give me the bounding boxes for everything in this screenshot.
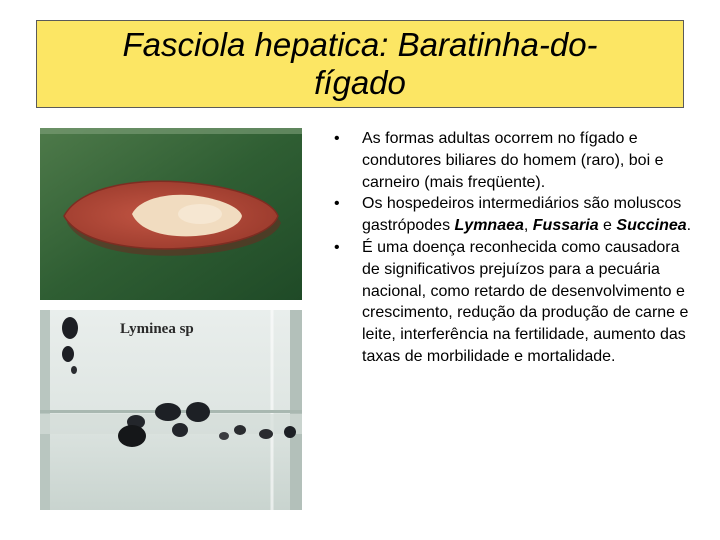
bullet-item-3: • É uma doença reconhecida como causadora de significativos prejuízos para a pecuária nacional, como retardo de desenvolvimento e crescimento, redução da produção de carne e leite, interferência na fertilidade, aumento das taxas de morbilidade e mortalidade.: [334, 238, 689, 365]
bullet-dot: •: [334, 238, 340, 256]
fluke-image: [40, 128, 302, 300]
bullet-list: [334, 128, 694, 368]
title-line-2: fígado: [314, 64, 406, 101]
snail: [186, 402, 210, 422]
snail: [118, 425, 146, 447]
bullet-dot: •: [334, 195, 340, 213]
snail: [172, 423, 188, 437]
snail: [284, 426, 296, 438]
snails-photo: [40, 310, 302, 510]
snail-jar-label: Lyminea sp: [120, 321, 194, 337]
bullet-item-2: • Os hospedeiros intermediários são moluscos gastrópodes Lymnaea, Fussaria e Succinea.: [334, 195, 692, 235]
bullet-dot: •: [334, 130, 340, 147]
title-line-1: Fasciola hepatica: Baratinha-do-: [122, 26, 598, 63]
snail: [62, 317, 78, 339]
snails-image: [40, 310, 302, 510]
snail: [259, 429, 273, 439]
snail: [234, 425, 246, 435]
fluke-photo: [40, 128, 302, 300]
bullet-item-1: • As formas adultas ocorrem no fígado e condutores biliares do homem (raro), boi e carneiro (mais freqüente).: [334, 130, 664, 191]
genus-succinea: Succinea: [616, 217, 687, 235]
genus-fussaria: Fussaria: [532, 217, 599, 235]
slide-title: [36, 20, 684, 108]
genus-lymnaea: Lymnaea: [454, 217, 524, 235]
snail: [62, 346, 74, 362]
snail: [155, 403, 181, 421]
